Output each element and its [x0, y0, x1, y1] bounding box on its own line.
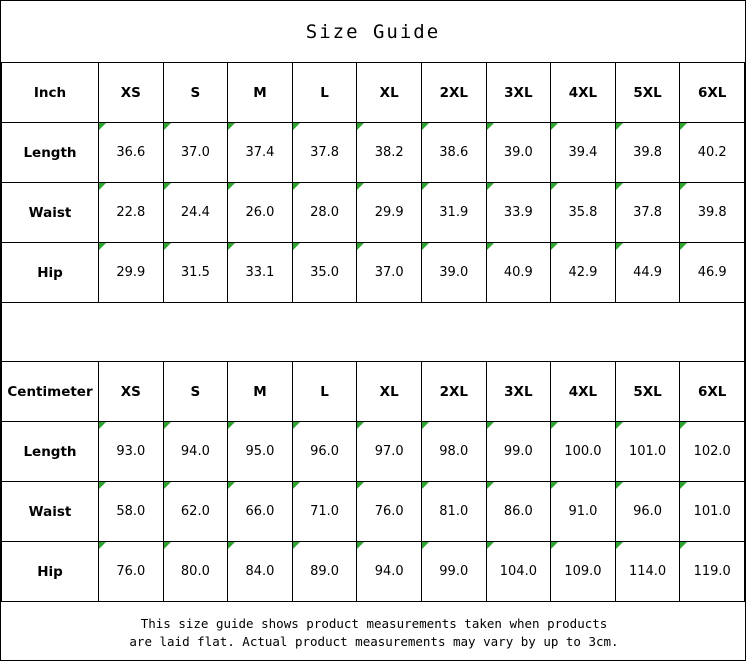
row-label-length: Length	[2, 123, 99, 183]
column-header-s: S	[163, 362, 228, 422]
cell-value: 102.0	[680, 422, 745, 482]
row-label-hip: Hip	[2, 243, 99, 303]
unit-label-inch: Inch	[2, 63, 99, 123]
table-row	[2, 123, 745, 183]
cell-value: 99.0	[486, 422, 551, 482]
cell-value: 96.0	[292, 422, 357, 482]
table-row	[2, 482, 745, 542]
cell-value: 22.8	[99, 183, 164, 243]
column-header-xl: XL	[357, 63, 422, 123]
column-header-m: M	[228, 362, 293, 422]
column-header-2xl: 2XL	[421, 63, 486, 123]
cell-value: 101.0	[615, 422, 680, 482]
cell-value: 95.0	[228, 422, 293, 482]
cell-value: 37.0	[163, 123, 228, 183]
cell-value: 84.0	[228, 542, 293, 602]
column-header-6xl: 6XL	[680, 63, 745, 123]
cell-value: 35.8	[551, 183, 616, 243]
cell-value: 42.9	[551, 243, 616, 303]
cell-value: 37.0	[357, 243, 422, 303]
cell-value: 100.0	[551, 422, 616, 482]
cell-value: 37.8	[615, 183, 680, 243]
table-header-row	[2, 362, 745, 422]
cell-value: 89.0	[292, 542, 357, 602]
table-row	[2, 243, 745, 303]
table-row	[2, 183, 745, 243]
cell-value: 26.0	[228, 183, 293, 243]
cell-value: 40.9	[486, 243, 551, 303]
column-header-xl: XL	[357, 362, 422, 422]
footer-line-1: This size guide shows product measurements taken when products	[140, 616, 608, 631]
column-header-6xl: 6XL	[680, 362, 745, 422]
cell-value: 66.0	[228, 482, 293, 542]
cell-value: 86.0	[486, 482, 551, 542]
unit-label-centimeter: Centimeter	[2, 362, 99, 422]
size-table-centimeter	[1, 361, 745, 602]
cell-value: 39.8	[615, 123, 680, 183]
cell-value: 39.0	[486, 123, 551, 183]
cell-value: 71.0	[292, 482, 357, 542]
cell-value: 62.0	[163, 482, 228, 542]
cell-value: 98.0	[421, 422, 486, 482]
column-header-4xl: 4XL	[551, 63, 616, 123]
column-header-3xl: 3XL	[486, 362, 551, 422]
cell-value: 31.5	[163, 243, 228, 303]
column-header-2xl: 2XL	[421, 362, 486, 422]
cell-value: 94.0	[163, 422, 228, 482]
cell-value: 91.0	[551, 482, 616, 542]
footer-note	[1, 602, 746, 651]
cell-value: 29.9	[357, 183, 422, 243]
cell-value: 33.1	[228, 243, 293, 303]
row-label-hip: Hip	[2, 542, 99, 602]
cell-value: 104.0	[486, 542, 551, 602]
cell-value: 76.0	[99, 542, 164, 602]
cell-value: 38.2	[357, 123, 422, 183]
cell-value: 28.0	[292, 183, 357, 243]
cell-value: 97.0	[357, 422, 422, 482]
column-header-s: S	[163, 63, 228, 123]
column-header-3xl: 3XL	[486, 63, 551, 123]
cell-value: 119.0	[680, 542, 745, 602]
size-table-inch	[1, 62, 745, 303]
row-label-waist: Waist	[2, 183, 99, 243]
footer-line-2: are laid flat. Actual product measurements may vary by up to 3cm.	[129, 634, 619, 649]
column-header-5xl: 5XL	[615, 63, 680, 123]
cell-value: 33.9	[486, 183, 551, 243]
cell-value: 58.0	[99, 482, 164, 542]
page-title: Size Guide	[305, 21, 441, 43]
table-gap-spacer	[1, 303, 745, 361]
size-tables-container	[1, 62, 746, 651]
cell-value: 31.9	[421, 183, 486, 243]
cell-value: 94.0	[357, 542, 422, 602]
column-header-m: M	[228, 63, 293, 123]
cell-value: 40.2	[680, 123, 745, 183]
column-header-l: L	[292, 362, 357, 422]
column-header-xs: XS	[99, 362, 164, 422]
table-row	[2, 542, 745, 602]
column-header-4xl: 4XL	[551, 362, 616, 422]
column-header-l: L	[292, 63, 357, 123]
cell-value: 24.4	[163, 183, 228, 243]
cell-value: 37.8	[292, 123, 357, 183]
cell-value: 101.0	[680, 482, 745, 542]
cell-value: 36.6	[99, 123, 164, 183]
row-label-waist: Waist	[2, 482, 99, 542]
cell-value: 93.0	[99, 422, 164, 482]
cell-value: 114.0	[615, 542, 680, 602]
cell-value: 39.4	[551, 123, 616, 183]
cell-value: 96.0	[615, 482, 680, 542]
column-header-5xl: 5XL	[615, 362, 680, 422]
table-row	[2, 422, 745, 482]
cell-value: 29.9	[99, 243, 164, 303]
cell-value: 37.4	[228, 123, 293, 183]
cell-value: 76.0	[357, 482, 422, 542]
table-header-row	[2, 63, 745, 123]
cell-value: 99.0	[421, 542, 486, 602]
cell-value: 38.6	[421, 123, 486, 183]
column-header-xs: XS	[99, 63, 164, 123]
cell-value: 80.0	[163, 542, 228, 602]
cell-value: 81.0	[421, 482, 486, 542]
cell-value: 44.9	[615, 243, 680, 303]
cell-value: 35.0	[292, 243, 357, 303]
cell-value: 109.0	[551, 542, 616, 602]
cell-value: 39.0	[421, 243, 486, 303]
row-label-length: Length	[2, 422, 99, 482]
cell-value: 46.9	[680, 243, 745, 303]
cell-value: 39.8	[680, 183, 745, 243]
